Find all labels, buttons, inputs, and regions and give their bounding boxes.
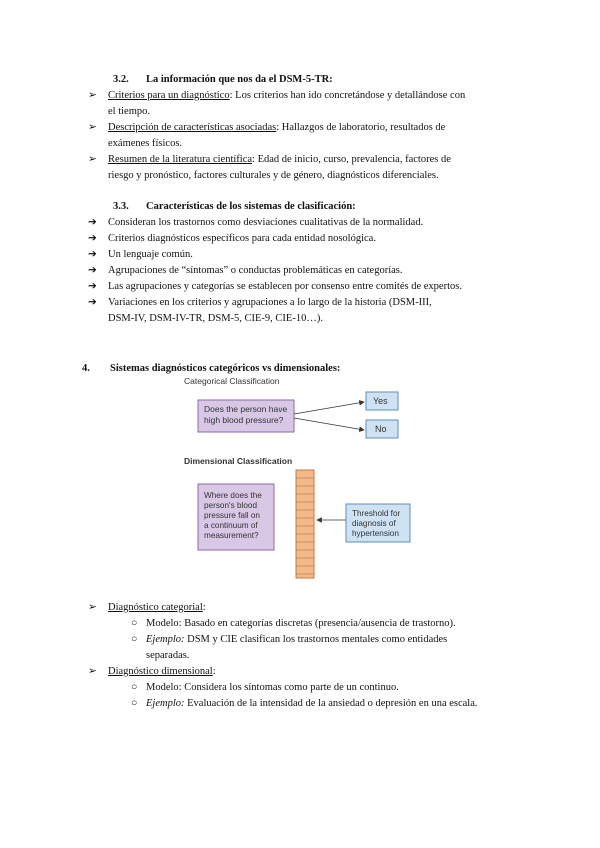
sub-item-text: DSM y CIE clasifican los trastornos mentales como entidades [184,634,448,645]
list-item: Las agrupaciones y categorías se establecen por consenso entre comités de expertos. [108,281,462,292]
arrow-icon: ➔ [88,233,97,244]
sec33-number: 3.3. [113,201,129,212]
classification-figure [170,374,430,584]
diag-categorial [108,600,206,615]
item-text-cont: riesgo y pronóstico, factores culturales y de género, diagnósticos diferenciales. [108,170,439,181]
diag-dimensional [108,664,216,679]
list-item: Criterios diagnósticos específicos para cada entidad nosológica. [108,233,376,244]
list-item [108,152,451,167]
list-item: Variaciones en los criterios y agrupaciones a lo largo de la historia (DSM-III, [108,297,432,308]
sub-item [146,696,478,711]
arrow-icon: ➔ [88,249,97,260]
list-item [108,120,445,135]
cat-question-l1: Does the person have [204,404,288,414]
sub-item-prefix: Ejemplo: [146,634,185,645]
item-label: Criterios para un diagnóstico [108,90,230,101]
dim-title: Dimensional Classification [184,456,293,466]
colon: : [212,666,216,677]
chevron-icon: ➢ [88,90,97,101]
ruler-scale [296,470,314,578]
dim-question-l1: Where does the [204,491,262,500]
item-text-cont: el tiempo. [108,106,150,117]
circle-bullet-icon: ○ [131,618,138,629]
diag-categorial-label: Diagnóstico categorial [108,602,203,613]
threshold-l2: diagnosis of [352,519,396,528]
arrow-icon: ➔ [88,265,97,276]
list-item [108,88,465,103]
sub-item-prefix: Modelo [146,618,179,629]
circle-bullet-icon: ○ [131,682,138,693]
threshold-l3: hypertension [352,529,399,538]
item-label: Descripción de características asociadas [108,122,277,133]
circle-bullet-icon: ○ [131,698,138,709]
item-text: : Hallazgos de laboratorio, resultados de [276,122,446,133]
arrow-no [294,418,364,430]
chevron-icon: ➢ [88,154,97,165]
arrow-icon: ➔ [88,297,97,308]
sub-item-text: Evaluación de la intensidad de la ansiedad o depresión en una escala. [184,698,478,709]
item-text-cont: exámenes físicos. [108,138,183,149]
dim-question-l3: pressure fall on [204,511,260,520]
circle-bullet-icon: ○ [131,634,138,645]
sec4-number: 4. [82,363,90,374]
colon: : [202,602,206,613]
list-item: Un lenguaje común. [108,249,193,260]
cat-title: Categorical Classification [184,376,280,386]
item-text: : Edad de inicio, curso, prevalencia, factores de [252,154,451,165]
item-text: : Los criterios han ido concretándose y detallándose con [229,90,466,101]
dim-question-l4: a continuum of [204,521,258,530]
sec32-title: La información que nos da el DSM-5-TR: [146,74,333,85]
threshold-l1: Threshold for [352,509,401,518]
item-label: Resumen de la literatura científica [108,154,253,165]
sub-item [146,616,456,631]
sub-item-text: : Considera los síntomas como parte de un continuo. [178,682,399,693]
list-item: Agrupaciones de “síntomas” o conductas problemáticas en categorías. [108,265,403,276]
sub-item [146,680,399,695]
sub-item [146,632,447,647]
yes-label: Yes [373,396,388,406]
chevron-icon: ➢ [88,666,97,677]
item-text-cont: DSM-IV, DSM-IV-TR, DSM-5, CIE-9, CIE-10…). [108,313,323,324]
arrow-icon: ➔ [88,281,97,292]
cat-question-l2: high blood pressure? [204,415,284,425]
dim-question-l2: person's blood [204,501,257,510]
chevron-icon: ➢ [88,122,97,133]
chevron-icon: ➢ [88,602,97,613]
sub-item-text: : Basado en categorías discretas (presencia/ausencia de trastorno). [178,618,456,629]
diag-dimensional-label: Diagnóstico dimensional [108,666,213,677]
sub-item-prefix: Modelo [146,682,179,693]
sec32-number: 3.2. [113,74,129,85]
sub-item-cont: separadas. [146,650,190,661]
arrow-icon: ➔ [88,217,97,228]
arrow-yes [294,402,364,414]
list-item: Consideran los trastornos como desviaciones cualitativas de la normalidad. [108,217,424,228]
no-label: No [375,424,387,434]
dim-question-l5: measurement? [204,531,259,540]
sub-item-prefix: Ejemplo: [146,698,185,709]
sec4-title: Sistemas diagnósticos categóricos vs dimensionales: [110,363,341,374]
sec33-title: Características de los sistemas de clasificación: [146,201,356,212]
